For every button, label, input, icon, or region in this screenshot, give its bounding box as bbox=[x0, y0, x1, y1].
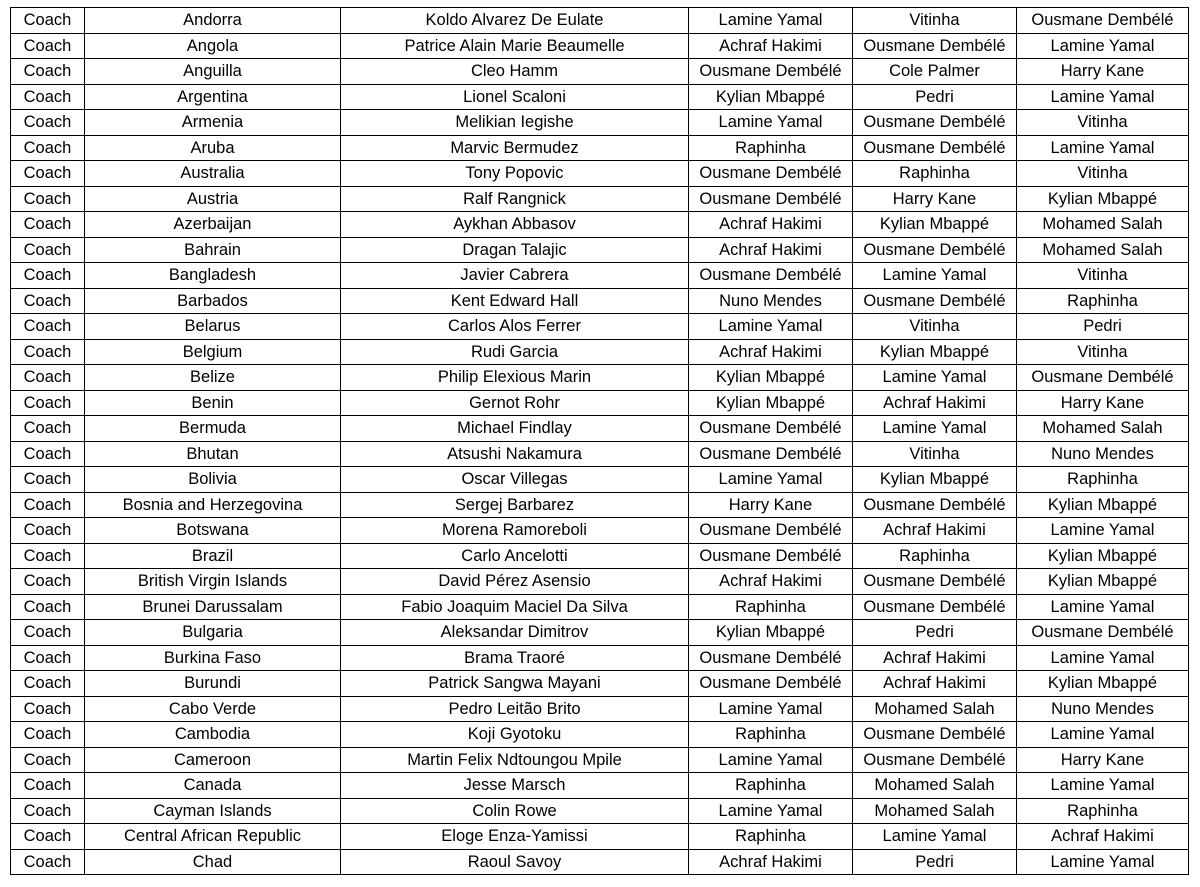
role-cell[interactable]: Coach bbox=[11, 263, 85, 289]
table-row bbox=[11, 849, 1189, 875]
coach-name-cell[interactable]: Fabio Joaquim Maciel Da Silva bbox=[341, 594, 689, 620]
third-choice-cell[interactable]: Ousmane Dembélé bbox=[1017, 365, 1189, 391]
role-cell[interactable]: Coach bbox=[11, 212, 85, 238]
first-choice-cell[interactable]: Kylian Mbappé bbox=[689, 84, 853, 110]
third-choice-cell[interactable]: Ousmane Dembélé bbox=[1017, 8, 1189, 34]
third-choice-cell[interactable]: Kylian Mbappé bbox=[1017, 569, 1189, 595]
coach-name-cell[interactable]: David Pérez Asensio bbox=[341, 569, 689, 595]
country-cell[interactable]: Burkina Faso bbox=[85, 645, 341, 671]
first-choice-cell[interactable]: Achraf Hakimi bbox=[689, 212, 853, 238]
country-cell[interactable]: Austria bbox=[85, 186, 341, 212]
third-choice-cell[interactable]: Mohamed Salah bbox=[1017, 416, 1189, 442]
role-cell[interactable]: Coach bbox=[11, 518, 85, 544]
table-row bbox=[11, 696, 1189, 722]
second-choice-cell[interactable]: Lamine Yamal bbox=[853, 365, 1017, 391]
second-choice-cell[interactable]: Ousmane Dembélé bbox=[853, 492, 1017, 518]
country-cell[interactable]: Cabo Verde bbox=[85, 696, 341, 722]
second-choice-cell[interactable]: Lamine Yamal bbox=[853, 824, 1017, 850]
coach-name-cell[interactable]: Kent Edward Hall bbox=[341, 288, 689, 314]
table-row bbox=[11, 186, 1189, 212]
role-cell[interactable]: Coach bbox=[11, 339, 85, 365]
coach-name-cell[interactable]: Rudi Garcia bbox=[341, 339, 689, 365]
first-choice-cell[interactable]: Lamine Yamal bbox=[689, 798, 853, 824]
role-cell[interactable]: Coach bbox=[11, 671, 85, 697]
role-cell[interactable]: Coach bbox=[11, 390, 85, 416]
country-cell[interactable]: Botswana bbox=[85, 518, 341, 544]
first-choice-cell[interactable]: Nuno Mendes bbox=[689, 288, 853, 314]
role-cell[interactable]: Coach bbox=[11, 441, 85, 467]
country-cell[interactable]: Canada bbox=[85, 773, 341, 799]
first-choice-cell[interactable]: Ousmane Dembélé bbox=[689, 186, 853, 212]
country-cell[interactable]: Belize bbox=[85, 365, 341, 391]
role-cell[interactable]: Coach bbox=[11, 747, 85, 773]
spreadsheet bbox=[10, 7, 1189, 875]
country-cell[interactable]: Cambodia bbox=[85, 722, 341, 748]
table-row bbox=[11, 110, 1189, 136]
role-cell[interactable]: Coach bbox=[11, 722, 85, 748]
coach-name-cell[interactable]: Gernot Rohr bbox=[341, 390, 689, 416]
first-choice-cell[interactable]: Raphinha bbox=[689, 722, 853, 748]
role-cell[interactable]: Coach bbox=[11, 186, 85, 212]
coach-name-cell[interactable]: Oscar Villegas bbox=[341, 467, 689, 493]
second-choice-cell[interactable]: Mohamed Salah bbox=[853, 798, 1017, 824]
third-choice-cell[interactable]: Vitinha bbox=[1017, 339, 1189, 365]
table-row bbox=[11, 594, 1189, 620]
coach-name-cell[interactable]: Koji Gyotoku bbox=[341, 722, 689, 748]
country-cell[interactable]: Bolivia bbox=[85, 467, 341, 493]
second-choice-cell[interactable]: Pedri bbox=[853, 620, 1017, 646]
second-choice-cell[interactable]: Ousmane Dembélé bbox=[853, 722, 1017, 748]
country-cell[interactable]: Andorra bbox=[85, 8, 341, 34]
table-row bbox=[11, 569, 1189, 595]
first-choice-cell[interactable]: Achraf Hakimi bbox=[689, 849, 853, 875]
country-cell[interactable]: Bangladesh bbox=[85, 263, 341, 289]
coach-name-cell[interactable]: Eloge Enza-Yamissi bbox=[341, 824, 689, 850]
third-choice-cell[interactable]: Harry Kane bbox=[1017, 59, 1189, 85]
second-choice-cell[interactable]: Cole Palmer bbox=[853, 59, 1017, 85]
table-row bbox=[11, 798, 1189, 824]
third-choice-cell[interactable]: Harry Kane bbox=[1017, 390, 1189, 416]
third-choice-cell[interactable]: Harry Kane bbox=[1017, 747, 1189, 773]
coach-name-cell[interactable]: Patrice Alain Marie Beaumelle bbox=[341, 33, 689, 59]
second-choice-cell[interactable]: Achraf Hakimi bbox=[853, 671, 1017, 697]
role-cell[interactable]: Coach bbox=[11, 8, 85, 34]
table-row bbox=[11, 33, 1189, 59]
second-choice-cell[interactable]: Achraf Hakimi bbox=[853, 645, 1017, 671]
role-cell[interactable]: Coach bbox=[11, 849, 85, 875]
second-choice-cell[interactable]: Kylian Mbappé bbox=[853, 212, 1017, 238]
role-cell[interactable]: Coach bbox=[11, 594, 85, 620]
first-choice-cell[interactable]: Lamine Yamal bbox=[689, 696, 853, 722]
second-choice-cell[interactable]: Mohamed Salah bbox=[853, 773, 1017, 799]
first-choice-cell[interactable]: Kylian Mbappé bbox=[689, 390, 853, 416]
country-cell[interactable]: Burundi bbox=[85, 671, 341, 697]
table-row bbox=[11, 620, 1189, 646]
first-choice-cell[interactable]: Harry Kane bbox=[689, 492, 853, 518]
table-row bbox=[11, 212, 1189, 238]
country-cell[interactable]: Central African Republic bbox=[85, 824, 341, 850]
coach-name-cell[interactable]: Jesse Marsch bbox=[341, 773, 689, 799]
third-choice-cell[interactable]: Lamine Yamal bbox=[1017, 518, 1189, 544]
third-choice-cell[interactable]: Vitinha bbox=[1017, 263, 1189, 289]
role-cell[interactable]: Coach bbox=[11, 824, 85, 850]
coach-name-cell[interactable]: Aykhan Abbasov bbox=[341, 212, 689, 238]
coach-name-cell[interactable]: Koldo Alvarez De Eulate bbox=[341, 8, 689, 34]
table-row bbox=[11, 59, 1189, 85]
first-choice-cell[interactable]: Kylian Mbappé bbox=[689, 620, 853, 646]
role-cell[interactable]: Coach bbox=[11, 288, 85, 314]
coach-name-cell[interactable]: Dragan Talajic bbox=[341, 237, 689, 263]
first-choice-cell[interactable]: Lamine Yamal bbox=[689, 110, 853, 136]
coach-name-cell[interactable]: Martin Felix Ndtoungou Mpile bbox=[341, 747, 689, 773]
table-row bbox=[11, 314, 1189, 340]
first-choice-cell[interactable]: Ousmane Dembélé bbox=[689, 441, 853, 467]
coach-name-cell[interactable]: Tony Popovic bbox=[341, 161, 689, 187]
country-cell[interactable]: Cayman Islands bbox=[85, 798, 341, 824]
coach-name-cell[interactable]: Patrick Sangwa Mayani bbox=[341, 671, 689, 697]
role-cell[interactable]: Coach bbox=[11, 33, 85, 59]
third-choice-cell[interactable]: Ousmane Dembélé bbox=[1017, 620, 1189, 646]
country-cell[interactable]: Chad bbox=[85, 849, 341, 875]
first-choice-cell[interactable]: Ousmane Dembélé bbox=[689, 645, 853, 671]
role-cell[interactable]: Coach bbox=[11, 135, 85, 161]
table-row bbox=[11, 365, 1189, 391]
coach-name-cell[interactable]: Marvic Bermudez bbox=[341, 135, 689, 161]
third-choice-cell[interactable]: Raphinha bbox=[1017, 288, 1189, 314]
first-choice-cell[interactable]: Ousmane Dembélé bbox=[689, 416, 853, 442]
first-choice-cell[interactable]: Raphinha bbox=[689, 824, 853, 850]
coach-name-cell[interactable]: Atsushi Nakamura bbox=[341, 441, 689, 467]
country-cell[interactable]: Bermuda bbox=[85, 416, 341, 442]
coach-name-cell[interactable]: Pedro Leitão Brito bbox=[341, 696, 689, 722]
table-row bbox=[11, 671, 1189, 697]
country-cell[interactable]: Barbados bbox=[85, 288, 341, 314]
coach-name-cell[interactable]: Cleo Hamm bbox=[341, 59, 689, 85]
second-choice-cell[interactable]: Vitinha bbox=[853, 314, 1017, 340]
role-cell[interactable]: Coach bbox=[11, 696, 85, 722]
coach-name-cell[interactable]: Raoul Savoy bbox=[341, 849, 689, 875]
third-choice-cell[interactable]: Lamine Yamal bbox=[1017, 594, 1189, 620]
first-choice-cell[interactable]: Raphinha bbox=[689, 135, 853, 161]
coach-name-cell[interactable]: Michael Findlay bbox=[341, 416, 689, 442]
second-choice-cell[interactable]: Achraf Hakimi bbox=[853, 390, 1017, 416]
table-row bbox=[11, 416, 1189, 442]
role-cell[interactable]: Coach bbox=[11, 467, 85, 493]
third-choice-cell[interactable]: Nuno Mendes bbox=[1017, 696, 1189, 722]
first-choice-cell[interactable]: Achraf Hakimi bbox=[689, 237, 853, 263]
table-row bbox=[11, 8, 1189, 34]
second-choice-cell[interactable]: Vitinha bbox=[853, 8, 1017, 34]
role-cell[interactable]: Coach bbox=[11, 110, 85, 136]
table-row bbox=[11, 773, 1189, 799]
second-choice-cell[interactable]: Ousmane Dembélé bbox=[853, 569, 1017, 595]
third-choice-cell[interactable]: Kylian Mbappé bbox=[1017, 492, 1189, 518]
first-choice-cell[interactable]: Ousmane Dembélé bbox=[689, 263, 853, 289]
coach-name-cell[interactable]: Brama Traoré bbox=[341, 645, 689, 671]
table-row bbox=[11, 135, 1189, 161]
third-choice-cell[interactable]: Lamine Yamal bbox=[1017, 773, 1189, 799]
table-row bbox=[11, 467, 1189, 493]
table-row bbox=[11, 518, 1189, 544]
second-choice-cell[interactable]: Lamine Yamal bbox=[853, 263, 1017, 289]
third-choice-cell[interactable]: Kylian Mbappé bbox=[1017, 186, 1189, 212]
role-cell[interactable]: Coach bbox=[11, 59, 85, 85]
coach-name-cell[interactable]: Morena Ramoreboli bbox=[341, 518, 689, 544]
country-cell[interactable]: Brazil bbox=[85, 543, 341, 569]
coach-name-cell[interactable]: Sergej Barbarez bbox=[341, 492, 689, 518]
table-row bbox=[11, 390, 1189, 416]
third-choice-cell[interactable]: Lamine Yamal bbox=[1017, 84, 1189, 110]
table-row bbox=[11, 161, 1189, 187]
role-cell[interactable]: Coach bbox=[11, 84, 85, 110]
first-choice-cell[interactable]: Ousmane Dembélé bbox=[689, 161, 853, 187]
first-choice-cell[interactable]: Kylian Mbappé bbox=[689, 365, 853, 391]
second-choice-cell[interactable]: Raphinha bbox=[853, 543, 1017, 569]
table-body bbox=[11, 8, 1189, 875]
role-cell[interactable]: Coach bbox=[11, 161, 85, 187]
third-choice-cell[interactable]: Lamine Yamal bbox=[1017, 33, 1189, 59]
second-choice-cell[interactable]: Pedri bbox=[853, 849, 1017, 875]
role-cell[interactable]: Coach bbox=[11, 365, 85, 391]
coach-name-cell[interactable]: Aleksandar Dimitrov bbox=[341, 620, 689, 646]
role-cell[interactable]: Coach bbox=[11, 543, 85, 569]
table-row bbox=[11, 263, 1189, 289]
second-choice-cell[interactable]: Lamine Yamal bbox=[853, 416, 1017, 442]
country-cell[interactable]: Azerbaijan bbox=[85, 212, 341, 238]
third-choice-cell[interactable]: Mohamed Salah bbox=[1017, 237, 1189, 263]
second-choice-cell[interactable]: Ousmane Dembélé bbox=[853, 33, 1017, 59]
first-choice-cell[interactable]: Ousmane Dembélé bbox=[689, 543, 853, 569]
first-choice-cell[interactable]: Lamine Yamal bbox=[689, 467, 853, 493]
table-row bbox=[11, 339, 1189, 365]
third-choice-cell[interactable]: Raphinha bbox=[1017, 798, 1189, 824]
country-cell[interactable]: Argentina bbox=[85, 84, 341, 110]
third-choice-cell[interactable]: Vitinha bbox=[1017, 110, 1189, 136]
coach-name-cell[interactable]: Carlo Ancelotti bbox=[341, 543, 689, 569]
votes-table bbox=[10, 7, 1189, 875]
second-choice-cell[interactable]: Ousmane Dembélé bbox=[853, 747, 1017, 773]
second-choice-cell[interactable]: Ousmane Dembélé bbox=[853, 237, 1017, 263]
country-cell[interactable]: British Virgin Islands bbox=[85, 569, 341, 595]
table-row bbox=[11, 543, 1189, 569]
coach-name-cell[interactable]: Colin Rowe bbox=[341, 798, 689, 824]
second-choice-cell[interactable]: Mohamed Salah bbox=[853, 696, 1017, 722]
second-choice-cell[interactable]: Ousmane Dembélé bbox=[853, 135, 1017, 161]
country-cell[interactable]: Belgium bbox=[85, 339, 341, 365]
role-cell[interactable]: Coach bbox=[11, 645, 85, 671]
coach-name-cell[interactable]: Ralf Rangnick bbox=[341, 186, 689, 212]
coach-name-cell[interactable]: Carlos Alos Ferrer bbox=[341, 314, 689, 340]
country-cell[interactable]: Angola bbox=[85, 33, 341, 59]
table-row bbox=[11, 441, 1189, 467]
second-choice-cell[interactable]: Raphinha bbox=[853, 161, 1017, 187]
coach-name-cell[interactable]: Lionel Scaloni bbox=[341, 84, 689, 110]
country-cell[interactable]: Cameroon bbox=[85, 747, 341, 773]
third-choice-cell[interactable]: Vitinha bbox=[1017, 161, 1189, 187]
country-cell[interactable]: Bhutan bbox=[85, 441, 341, 467]
role-cell[interactable]: Coach bbox=[11, 237, 85, 263]
table-row bbox=[11, 237, 1189, 263]
first-choice-cell[interactable]: Ousmane Dembélé bbox=[689, 59, 853, 85]
second-choice-cell[interactable]: Kylian Mbappé bbox=[853, 467, 1017, 493]
second-choice-cell[interactable]: Harry Kane bbox=[853, 186, 1017, 212]
second-choice-cell[interactable]: Ousmane Dembélé bbox=[853, 288, 1017, 314]
role-cell[interactable]: Coach bbox=[11, 314, 85, 340]
coach-name-cell[interactable]: Philip Elexious Marin bbox=[341, 365, 689, 391]
third-choice-cell[interactable]: Kylian Mbappé bbox=[1017, 671, 1189, 697]
second-choice-cell[interactable]: Kylian Mbappé bbox=[853, 339, 1017, 365]
country-cell[interactable]: Aruba bbox=[85, 135, 341, 161]
table-row bbox=[11, 645, 1189, 671]
table-row bbox=[11, 722, 1189, 748]
first-choice-cell[interactable]: Raphinha bbox=[689, 773, 853, 799]
first-choice-cell[interactable]: Ousmane Dembélé bbox=[689, 671, 853, 697]
first-choice-cell[interactable]: Ousmane Dembélé bbox=[689, 518, 853, 544]
first-choice-cell[interactable]: Raphinha bbox=[689, 594, 853, 620]
table-row bbox=[11, 84, 1189, 110]
third-choice-cell[interactable]: Lamine Yamal bbox=[1017, 645, 1189, 671]
first-choice-cell[interactable]: Lamine Yamal bbox=[689, 314, 853, 340]
first-choice-cell[interactable]: Achraf Hakimi bbox=[689, 339, 853, 365]
role-cell[interactable]: Coach bbox=[11, 620, 85, 646]
country-cell[interactable]: Australia bbox=[85, 161, 341, 187]
third-choice-cell[interactable]: Achraf Hakimi bbox=[1017, 824, 1189, 850]
table-row bbox=[11, 288, 1189, 314]
second-choice-cell[interactable]: Vitinha bbox=[853, 441, 1017, 467]
country-cell[interactable]: Bahrain bbox=[85, 237, 341, 263]
country-cell[interactable]: Bosnia and Herzegovina bbox=[85, 492, 341, 518]
role-cell[interactable]: Coach bbox=[11, 773, 85, 799]
role-cell[interactable]: Coach bbox=[11, 416, 85, 442]
country-cell[interactable]: Anguilla bbox=[85, 59, 341, 85]
country-cell[interactable]: Brunei Darussalam bbox=[85, 594, 341, 620]
first-choice-cell[interactable]: Lamine Yamal bbox=[689, 8, 853, 34]
table-row bbox=[11, 492, 1189, 518]
coach-name-cell[interactable]: Melikian Iegishe bbox=[341, 110, 689, 136]
second-choice-cell[interactable]: Achraf Hakimi bbox=[853, 518, 1017, 544]
role-cell[interactable]: Coach bbox=[11, 569, 85, 595]
table-row bbox=[11, 747, 1189, 773]
third-choice-cell[interactable]: Kylian Mbappé bbox=[1017, 543, 1189, 569]
second-choice-cell[interactable]: Ousmane Dembélé bbox=[853, 594, 1017, 620]
third-choice-cell[interactable]: Mohamed Salah bbox=[1017, 212, 1189, 238]
second-choice-cell[interactable]: Pedri bbox=[853, 84, 1017, 110]
first-choice-cell[interactable]: Achraf Hakimi bbox=[689, 33, 853, 59]
second-choice-cell[interactable]: Ousmane Dembélé bbox=[853, 110, 1017, 136]
third-choice-cell[interactable]: Raphinha bbox=[1017, 467, 1189, 493]
third-choice-cell[interactable]: Lamine Yamal bbox=[1017, 135, 1189, 161]
role-cell[interactable]: Coach bbox=[11, 492, 85, 518]
country-cell[interactable]: Benin bbox=[85, 390, 341, 416]
third-choice-cell[interactable]: Lamine Yamal bbox=[1017, 849, 1189, 875]
role-cell[interactable]: Coach bbox=[11, 798, 85, 824]
third-choice-cell[interactable]: Lamine Yamal bbox=[1017, 722, 1189, 748]
country-cell[interactable]: Armenia bbox=[85, 110, 341, 136]
country-cell[interactable]: Belarus bbox=[85, 314, 341, 340]
table-row bbox=[11, 824, 1189, 850]
country-cell[interactable]: Bulgaria bbox=[85, 620, 341, 646]
first-choice-cell[interactable]: Lamine Yamal bbox=[689, 747, 853, 773]
coach-name-cell[interactable]: Javier Cabrera bbox=[341, 263, 689, 289]
third-choice-cell[interactable]: Nuno Mendes bbox=[1017, 441, 1189, 467]
third-choice-cell[interactable]: Pedri bbox=[1017, 314, 1189, 340]
first-choice-cell[interactable]: Achraf Hakimi bbox=[689, 569, 853, 595]
